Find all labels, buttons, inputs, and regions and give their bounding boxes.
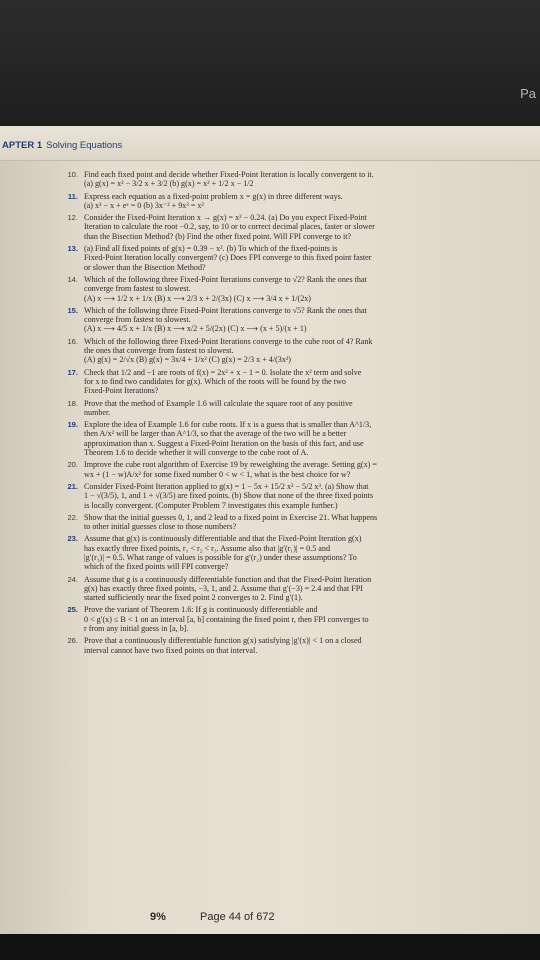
exercise-item — [60, 534, 490, 571]
exercise-text-line: started sufficiently near the fixed point 2 converges to 2. Find g′(1). — [84, 593, 303, 603]
exercise-text-line: is locally convergent. (Computer Problem 7 investigates this example further.) — [84, 500, 338, 510]
exercise-list — [60, 170, 490, 880]
exercise-number: 21. — [67, 481, 78, 491]
exercise-text-line: Fixed-Point Iterations? — [84, 386, 159, 396]
exercise-text-line: (A) x ⟶ 1/2 x + 1/x (B) x ⟶ 2/3 x + 2/(3x) (C) x ⟶ 3/4 x + 1/(2x) — [84, 293, 311, 303]
exercise-number: 20. — [67, 460, 78, 470]
chapter-name: Solving Equations — [46, 140, 123, 151]
exercise-item — [60, 513, 490, 532]
exercise-item — [60, 244, 490, 272]
exercise-text-line: g(x) has exactly three fixed points, −3, 1, and 2. Assume that g′(−3) = 2.4 and that FPI — [84, 583, 363, 593]
exercise-text-line: to other initial guesses close to those numbers? — [84, 522, 237, 532]
exercise-text-line: has exactly three fixed points, r₁ < r₂ < r₃. Assume also that |g′(r₁)| = 0.5 and — [84, 543, 330, 553]
exercise-number: 10. — [67, 170, 78, 179]
exercise-text-line: (a) g(x) = x² − 3/2 x + 3/2 (b) g(x) = x² + 1/2 x − 1/2 — [84, 179, 254, 189]
exercise-item — [60, 306, 490, 334]
exercise-number: 13. — [67, 244, 78, 254]
exercise-number: 11. — [67, 191, 78, 201]
exercise-number: 17. — [67, 367, 78, 377]
exercise-text-line: Improve the cube root algorithm of Exercise 19 by reweighting the average. Setting g(x) = — [84, 460, 377, 470]
exercise-number: 18. — [67, 398, 78, 408]
exercise-text-line: Which of the following three Fixed-Point Iterations converge to √2? Rank the ones that — [84, 274, 367, 284]
exercise-text-line: interval cannot have two fixed points on that interval. — [84, 645, 258, 655]
exercise-text-line: than the Bisection Method? (b) Find the other fixed point. Will FPI converge to it? — [84, 231, 352, 241]
exercise-number: 23. — [67, 534, 78, 544]
exercise-text-line: number. — [84, 407, 111, 417]
exercise-text-line: converge from fastest to slowest. — [84, 315, 191, 325]
exercise-item — [60, 420, 490, 457]
exercise-number: 22. — [67, 512, 78, 522]
exercise-number: 26. — [67, 636, 78, 646]
exercise-text-line: (A) g(x) = 2/√x (B) g(x) = 3x/4 + 1/x² (C) g(x) = 2/3 x + 4/(3x²) — [84, 355, 292, 365]
exercise-item — [60, 482, 490, 510]
book-page[interactable] — [0, 126, 540, 934]
exercise-text-line: 1 − √(3/5), 1, and 1 + √(3/5) are fixed points. (b) Show that none of the three fixed points — [84, 491, 374, 501]
exercise-item — [60, 213, 490, 241]
exercise-item — [60, 460, 490, 479]
exercise-text-line: approximation than x. Suggest a Fixed-Point Iteration on the basis of this fact, and use — [84, 438, 364, 448]
exercise-text-line: Fixed-Point Iteration locally convergent? (c) Does FPI converge to this fixed point faster — [84, 253, 372, 263]
exercise-text-line: or slower than the Bisection Method? — [84, 262, 206, 272]
exercise-item — [60, 636, 490, 655]
exercise-text-line: Check that 1/2 and −1 are roots of f(x) = 2x² + x − 1 = 0. Isolate the x² term and solve — [84, 367, 362, 377]
top-right-label[interactable]: Pa — [520, 86, 536, 101]
reading-progress: 9% — [150, 911, 166, 923]
chapter-title — [2, 140, 122, 151]
exercise-text-line: Assume that g is a continuously differentiable function and that the Fixed-Point Iteration — [84, 574, 372, 584]
exercise-text-line: the ones that converge from fastest to slowest. — [84, 346, 234, 356]
exercise-item — [60, 337, 490, 365]
exercise-number: 15. — [67, 305, 78, 315]
exercise-number: 14. — [67, 274, 78, 284]
exercise-number: 12. — [67, 213, 78, 223]
exercise-text-line: |g′(r₃)| = 0.5. What range of values is possible for g′(r₂) under these assumptions? To — [84, 552, 357, 562]
page-indicator: Page 44 of 672 — [200, 911, 275, 923]
exercise-text-line: wx + (1 − w)A/x² for some fixed number 0 < w < 1, what is the best choice for w? — [84, 469, 351, 479]
exercise-text-line: which of the fixed points will FPI converge? — [84, 562, 229, 572]
chapter-header — [0, 126, 540, 161]
exercise-text-line: Which of the following three Fixed-Point Iterations converge to √5? Rank the ones that — [84, 305, 367, 315]
exercise-text-line: Prove that the method of Example 1.6 will calculate the square root of any positive — [84, 398, 353, 408]
reader-top-bar — [0, 0, 540, 125]
exercise-text-line: Express each equation as a fixed-point problem x = g(x) in three different ways. — [84, 191, 343, 201]
exercise-text-line: Consider the Fixed-Point Iteration x → g(x) = x² − 0.24. (a) Do you expect Fixed-Point — [84, 213, 367, 223]
exercise-text-line: (a) x³ − x + eˣ = 0 (b) 3x⁻² + 9x³ = x² — [84, 200, 204, 210]
exercise-text-line: (A) x ⟶ 4/5 x + 1/x (B) x ⟶ x/2 + 5/(2x) (C) x ⟶ (x + 5)/(x + 1) — [84, 324, 307, 334]
exercise-text-line: Find each fixed point and decide whether Fixed-Point Iteration is locally convergent to it. — [84, 170, 374, 179]
exercise-item — [60, 192, 490, 211]
exercise-item — [60, 605, 490, 633]
exercise-text-line: Consider Fixed-Point Iteration applied to g(x) = 1 − 5x + 15/2 x² − 5/2 x³. (a) Show that — [84, 481, 369, 491]
chapter-number: APTER 1 — [2, 140, 43, 151]
exercise-text-line: Assume that g(x) is continuously differentiable and that the Fixed-Point Iteration g(x) — [84, 534, 362, 544]
exercise-text-line: (a) Find all fixed points of g(x) = 0.39 − x². (b) To which of the fixed-points is — [84, 244, 338, 254]
exercise-item — [60, 368, 490, 396]
exercise-item — [60, 170, 490, 189]
exercise-text-line: Prove the variant of Theorem 1.6: If g is continuously differentiable and — [84, 605, 318, 615]
exercise-text-line: for x to find two candidates for g(x). Which of the roots will be found by the two — [84, 376, 346, 386]
exercise-text-line: Show that the initial guesses 0, 1, and 2 lead to a fixed point in Exercise 21. What happens — [84, 512, 378, 522]
exercise-text-line: Explore the idea of Example 1.6 for cube roots. If x is a guess that is smaller than A^1/3, — [84, 420, 372, 430]
exercise-text-line: 0 < g′(x) ≤ B < 1 on an interval [a, b] containing the fixed point r, then FPI converges to — [84, 614, 369, 624]
exercise-item — [60, 399, 490, 418]
exercise-number: 24. — [67, 574, 78, 584]
exercise-item — [60, 575, 490, 603]
exercise-number: 19. — [67, 420, 78, 430]
exercise-text-line: Which of the following three Fixed-Point Iterations converge to the cube root of 4? Rank — [84, 336, 373, 346]
reader-footer — [0, 911, 540, 960]
exercise-text-line: Theorem 1.6 to decide whether it will converge to the cube root of A. — [84, 448, 309, 458]
exercise-number: 16. — [67, 336, 78, 346]
exercise-number: 25. — [67, 605, 78, 615]
exercise-text-line: Prove that a continuously differentiable function g(x) satisfying |g′(x)| < 1 on a closed — [84, 636, 362, 646]
exercise-text-line: r from any initial guess in [a, b]. — [84, 624, 189, 634]
exercise-text-line: Iteration to calculate the root −0.2, say, to 10 or to correct decimal places, faster or slower — [84, 222, 375, 232]
exercise-item — [60, 275, 490, 303]
exercise-text-line: converge from fastest to slowest. — [84, 284, 191, 294]
exercise-text-line: then A/x² will be larger than A^1/3, so that the average of the two will be a better — [84, 429, 347, 439]
